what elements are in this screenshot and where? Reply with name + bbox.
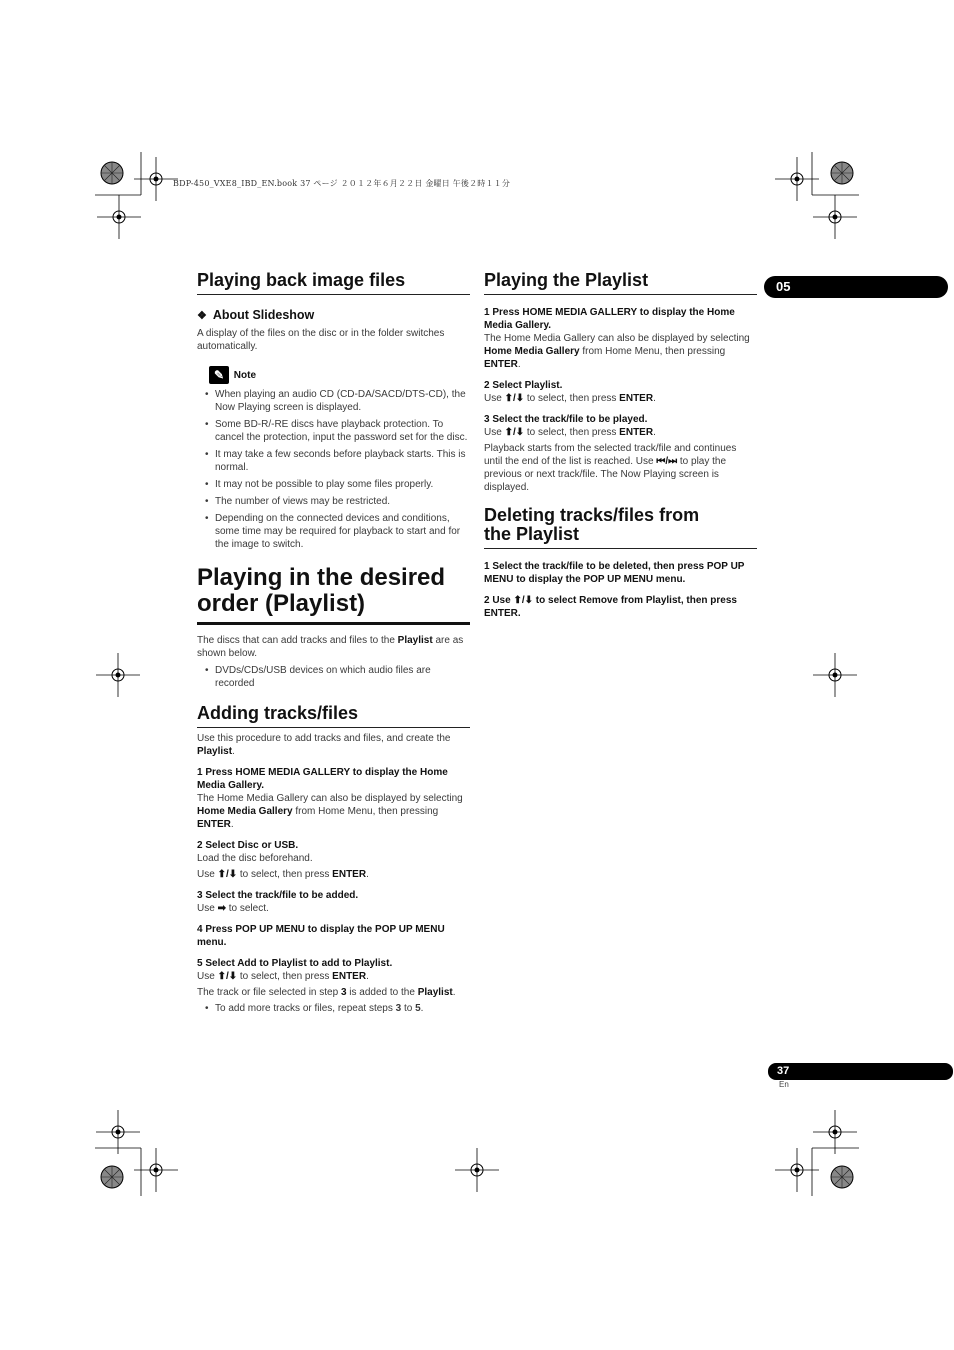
text: to select, then press (237, 869, 333, 880)
color-target-icon (101, 1166, 123, 1188)
text: Playback starts from the selected track/file and continues until the end of the list is reached. Use (484, 443, 737, 467)
list-item: • DVDs/CDs/USB devices on which audio files are recorded (197, 664, 470, 690)
step-title: 1 Press HOME MEDIA GALLERY to display the Home Media Gallery. (197, 767, 448, 791)
registration-mark-icon (455, 1148, 499, 1192)
section-title-adding: Adding tracks/files (197, 703, 359, 723)
section-title-image: Playing back image files (197, 270, 406, 290)
divider (197, 294, 470, 295)
registration-mark-icon (775, 157, 819, 201)
up-down-arrow-icon: ⬆/⬇ (217, 971, 238, 982)
up-down-arrow-icon: ⬆/⬇ (217, 869, 238, 880)
bold-text: Home Media Gallery (197, 806, 293, 817)
note-header (209, 366, 470, 384)
text: Use (197, 903, 218, 914)
step-body (197, 970, 470, 983)
section-title-deleting (484, 506, 757, 544)
chapter-heading (197, 565, 470, 617)
color-target-icon (101, 162, 123, 184)
text: to select Remove from Playlist, then press ENTER. (484, 595, 737, 619)
text: The track or file selected in step (197, 987, 341, 998)
registration-mark-icon (813, 195, 857, 239)
text: . (653, 393, 656, 404)
step-body (484, 392, 757, 405)
text: is added to the (346, 987, 418, 998)
bold-text: ENTER (484, 359, 518, 370)
step-title: 2 Select Playlist. (484, 380, 563, 391)
slideshow-intro: A display of the files on the disc or in the folder switches automatically. (197, 328, 445, 352)
chapter-heading-line2: order (Playlist) (197, 590, 366, 617)
bold-text: ENTER (197, 819, 231, 830)
section-title-deleting-line2: the Playlist (484, 524, 580, 544)
divider (484, 294, 757, 295)
list-item: • Depending on the connected devices and conditions, some time may be required for playback to start and for the image to switch. (197, 512, 470, 551)
text: to select. (225, 903, 269, 914)
bold-text: Playlist (197, 746, 233, 757)
text: from Home Menu, then pressing (579, 346, 726, 357)
list-item: • It may take a few seconds before playback starts. This is normal. (197, 448, 470, 474)
registration-mark-icon (813, 1110, 857, 1154)
bold-text: Playlist (417, 987, 453, 998)
text: Use (484, 393, 505, 404)
step-body (484, 426, 757, 439)
text: to select, then press (237, 971, 333, 982)
text: Use this procedure to add tracks and files, and create the (197, 733, 451, 744)
text: The Home Media Gallery can also be displayed by selecting (484, 333, 750, 344)
registration-mark-icon (96, 653, 140, 697)
subsection-label: About Slideshow (212, 308, 315, 322)
step-title: 3 Select the track/file to be added. (197, 890, 359, 901)
step-title: 5 Select Add to Playlist to add to Playlist. (197, 958, 393, 969)
up-down-arrow-icon: ⬆/⬇ (504, 393, 525, 404)
note-label: Note (233, 369, 257, 381)
text: 2 Use (484, 595, 514, 606)
registration-mark-icon (775, 1148, 819, 1192)
text: To add more tracks or files, repeat steps (215, 1003, 396, 1014)
step-title: 3 Select the track/file to be played. (484, 414, 648, 425)
left-column (197, 270, 470, 1015)
text: to play the previous or next track/file. The Now Playing screen is displayed. (484, 456, 727, 493)
step-body (484, 442, 757, 494)
registration-mark-icon (813, 653, 857, 697)
divider (197, 622, 470, 625)
step-title: 4 Press POP UP MENU to display the POP UP MENU menu. (197, 924, 445, 948)
page-number-tab: 37 (768, 1063, 953, 1080)
bold-text: ENTER (332, 971, 367, 982)
right-arrow-icon: ➡ (217, 903, 226, 914)
list-item: • The number of views may be restricted. (197, 495, 470, 508)
skip-prev-next-icon: ⏮/⏭ (656, 456, 678, 467)
desired-intro (197, 634, 470, 660)
text: to select, then press (524, 393, 620, 404)
bold-text: ENTER (619, 393, 654, 404)
text: are as shown below. (197, 635, 464, 659)
text: . (420, 1003, 424, 1014)
text: . (232, 746, 235, 757)
text: . (366, 869, 369, 880)
step-body (197, 792, 470, 831)
list-item: • When playing an audio CD (CD-DA/SACD/DTS-CD), the Now Playing screen is displayed. (197, 388, 470, 414)
right-column (484, 270, 757, 620)
subsection-title (197, 308, 470, 322)
step-body (197, 902, 470, 915)
step-body (197, 986, 470, 999)
list-item: • Some BD-R/-RE discs have playback protection. To cancel the protection, input the password set for the disc. (197, 418, 470, 444)
step-title: 1 Press HOME MEDIA GALLERY to display the Home Media Gallery. (484, 307, 735, 331)
bold-text: ENTER (332, 869, 367, 880)
bold-text: ENTER (619, 427, 654, 438)
adding-intro (197, 732, 470, 758)
section-title-playing: Playing the Playlist (484, 270, 649, 290)
note-list (197, 388, 470, 551)
step-title: 2 Select Disc or USB. (197, 840, 299, 851)
bold-text: 5 (415, 1003, 421, 1014)
step-title: 1 Select the track/file to be deleted, then press POP UP MENU to display the POP UP MENU menu. (484, 561, 745, 585)
chapter-tab: 05 (764, 276, 948, 298)
list-item: • It may not be possible to play some files properly. (197, 478, 470, 491)
list-item (197, 1002, 470, 1015)
text: . (517, 359, 521, 370)
registration-mark-icon (97, 195, 141, 239)
bold-text: Home Media Gallery (484, 346, 580, 357)
bold-text: 3 (340, 987, 347, 998)
registration-mark-icon (96, 1110, 140, 1154)
diamond-icon: ❖ (197, 310, 207, 322)
text: Use (197, 869, 218, 880)
text: Use (484, 427, 505, 438)
text: . (230, 819, 234, 830)
bold-text: 3 (395, 1003, 402, 1014)
up-down-arrow-icon: ⬆/⬇ (504, 427, 525, 438)
text: . (452, 987, 456, 998)
text: . (653, 427, 656, 438)
divider (484, 548, 757, 549)
step-title (484, 594, 757, 620)
text: Use (197, 971, 218, 982)
text: The discs that can add tracks and files to the (197, 635, 398, 646)
text: . (366, 971, 369, 982)
step-body (197, 868, 470, 881)
color-target-icon (831, 1166, 853, 1188)
text: from Home Menu, then pressing (292, 806, 439, 817)
note-pencil-icon: ✎ (209, 366, 229, 384)
bold-text: Playlist (397, 635, 433, 646)
text: to select, then press (524, 427, 620, 438)
print-header: BDP-450_VXE8_IBD_EN.book 37 ページ ２０１２年６月２２日 金曜日 午後２時１１分 (173, 179, 511, 188)
divider (197, 727, 470, 728)
color-target-icon (831, 162, 853, 184)
step-body: Load the disc beforehand. (197, 853, 313, 864)
chapter-heading-line1: Playing in the desired (197, 564, 446, 591)
up-down-arrow-icon: ⬆/⬇ (513, 595, 534, 606)
language-label: En (779, 1080, 789, 1089)
text: The Home Media Gallery can also be displayed by selecting (197, 793, 463, 804)
section-title-deleting-line1: Deleting tracks/files from (484, 505, 700, 525)
text: to (401, 1003, 416, 1014)
step-body (484, 332, 757, 371)
